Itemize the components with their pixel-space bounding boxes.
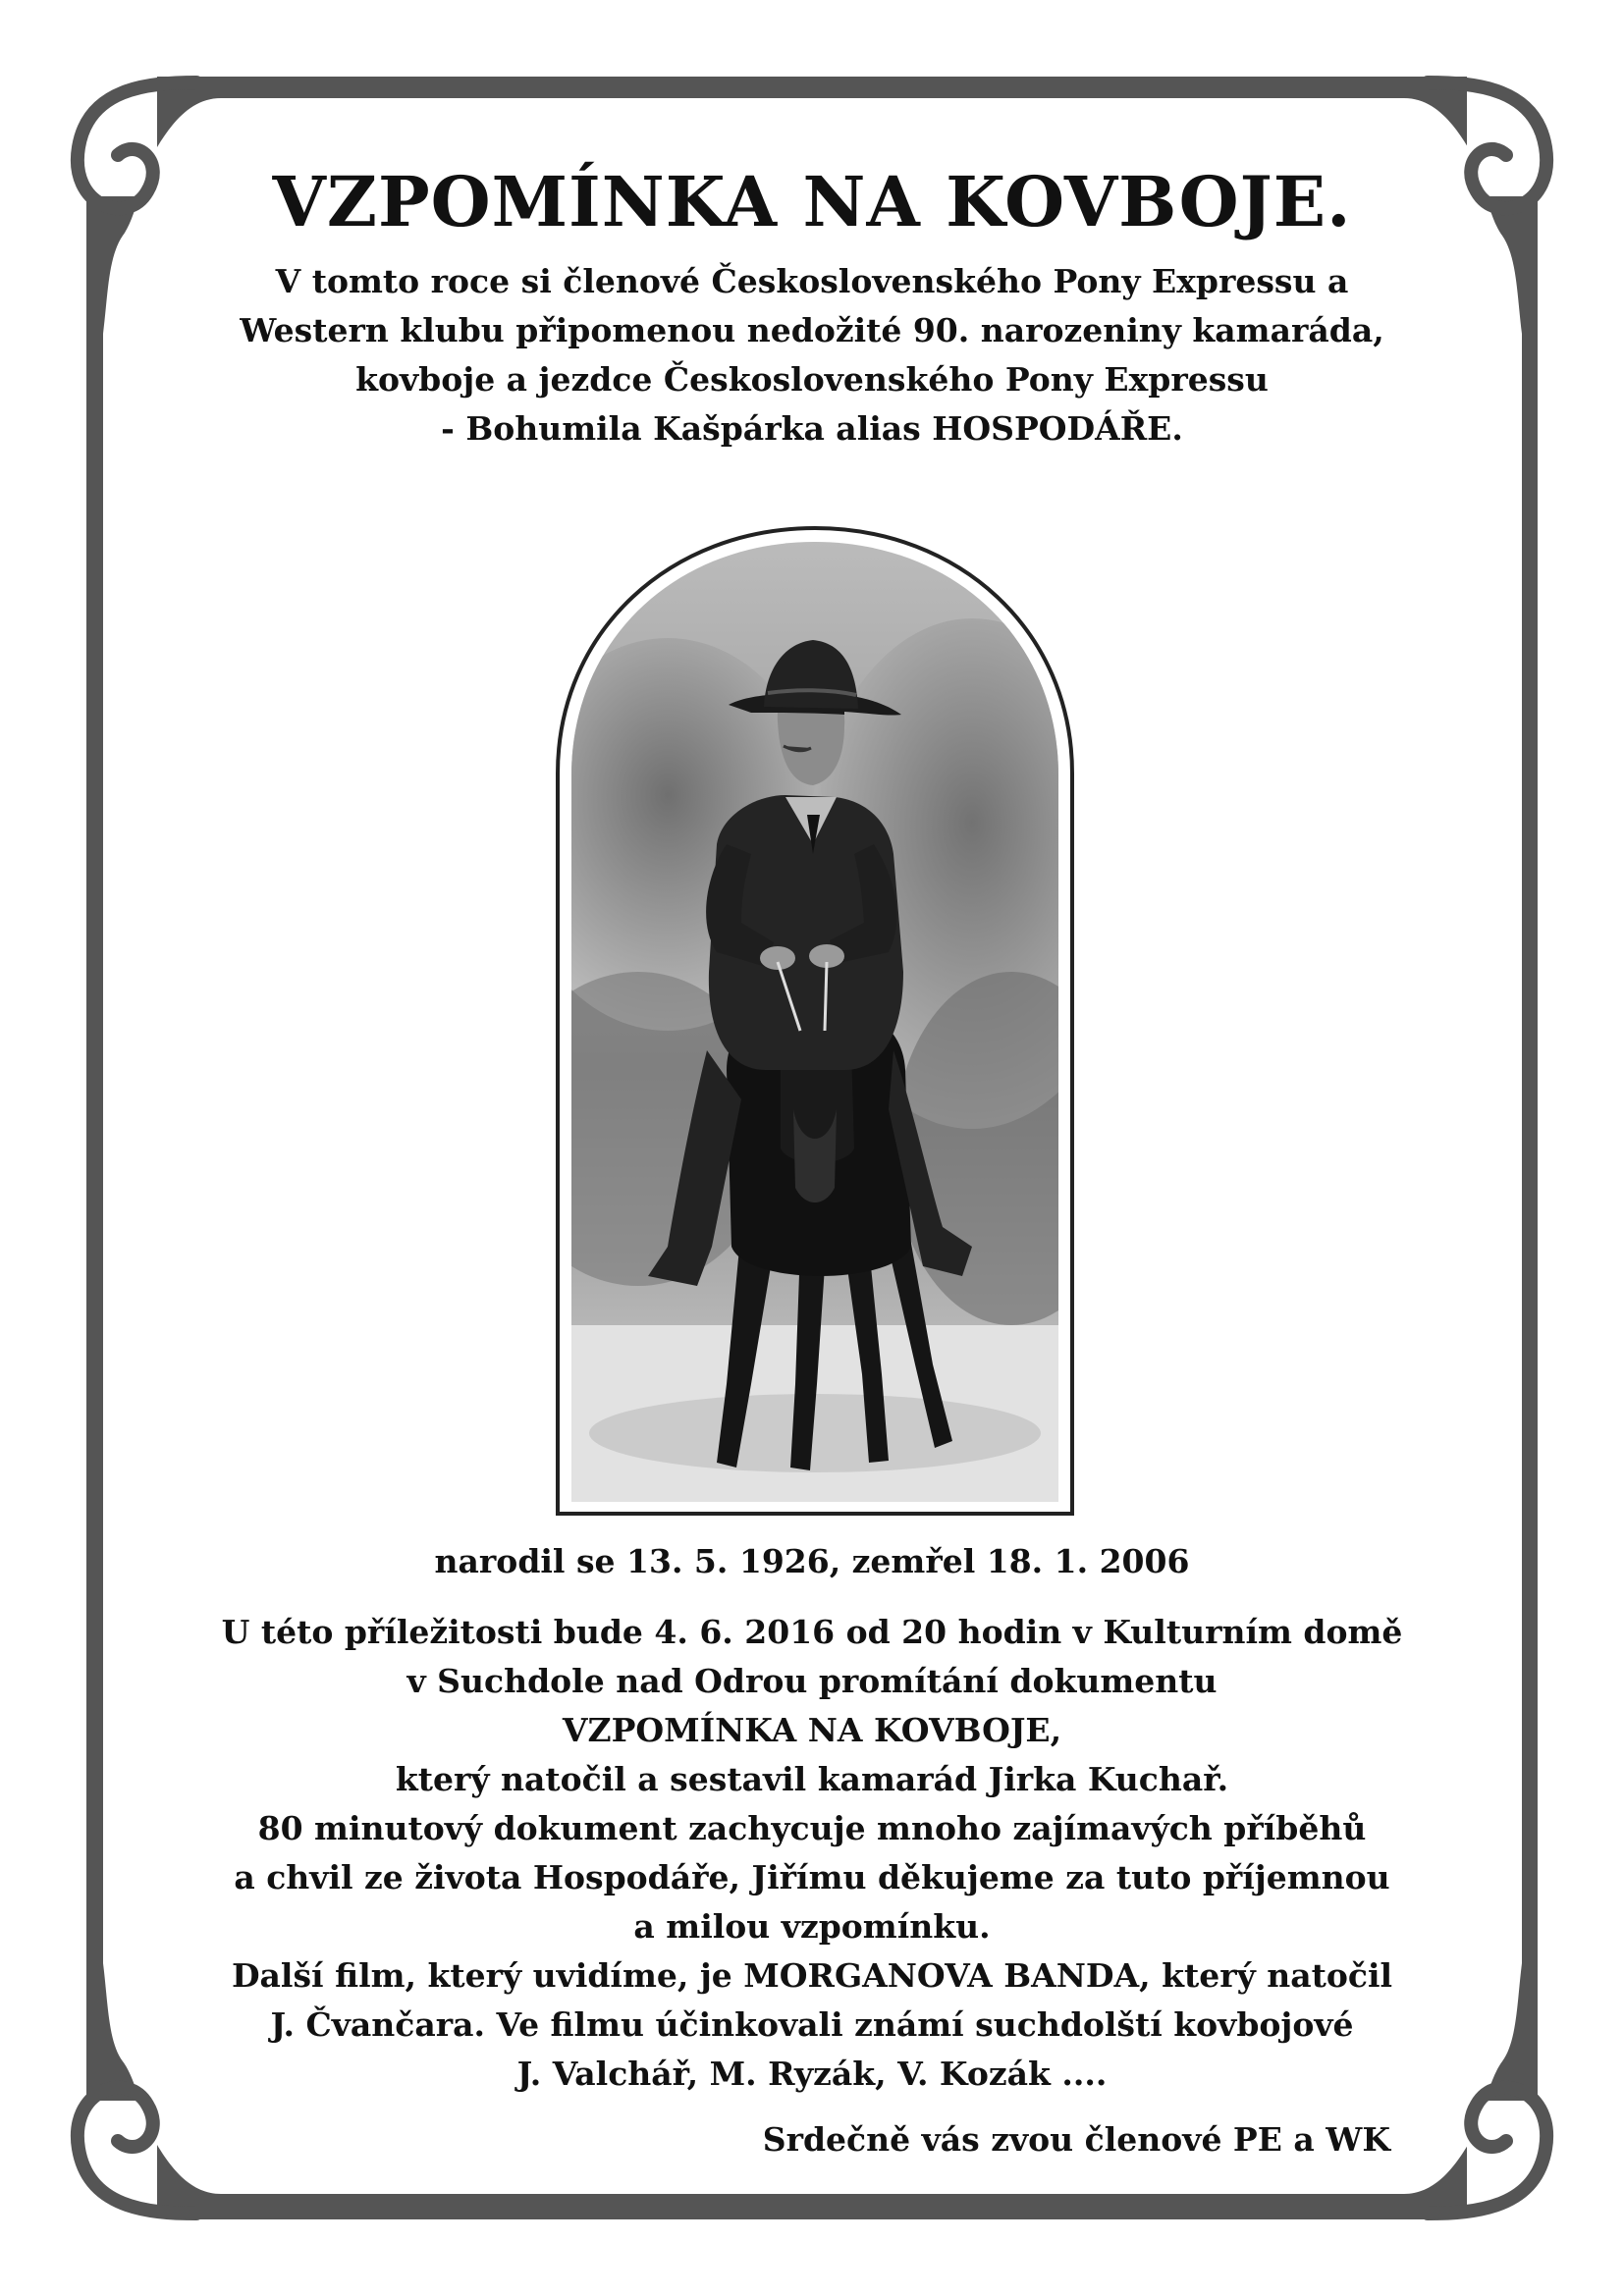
event-line: 80 minutový dokument zachycuje mnoho zajímavých příběhů (257, 1809, 1367, 1847)
intro-line: Western klubu připomenou nedožité 90. narozeniny kamaráda, (240, 311, 1384, 349)
birth-death-dates: narodil se 13. 5. 1926, zemřel 18. 1. 2006 (434, 1542, 1190, 1580)
closing-invitation: Srdečně vás zvou členové PE a WK (762, 2120, 1390, 2159)
event-line: J. Valchář, M. Ryzák, V. Kozák .... (516, 2055, 1108, 2093)
poster-title: VZPOMÍNKA NA KOVBOJE. (272, 161, 1352, 242)
event-line: který natočil a sestavil kamarád Jirka Kuchař. (395, 1760, 1229, 1798)
event-line: U této příležitosti bude 4. 6. 2016 od 20 hodin v Kulturním domě (221, 1613, 1403, 1651)
event-line: VZPOMÍNKA NA KOVBOJE, (562, 1711, 1062, 1749)
intro-paragraph (177, 257, 1447, 454)
intro-line: - Bohumila Kašpárka alias HOSPODÁŘE. (441, 409, 1183, 448)
event-line: J. Čvančara. Ve filmu účinkovali známí suchdolští kovbojové (270, 2005, 1354, 2044)
event-line: a milou vzpomínku. (633, 1907, 991, 1946)
event-line: v Suchdole nad Odrou promítání dokumentu (406, 1662, 1218, 1700)
intro-line: kovboje a jezdce Československého Pony Expressu (355, 360, 1269, 399)
event-paragraph (177, 1608, 1447, 2099)
event-line: a chvil ze života Hospodáře, Jiřímu děkujeme za tuto příjemnou (234, 1858, 1390, 1896)
cowboy-on-horse-photo (550, 520, 1080, 1522)
event-line: Další film, který uvidíme, je MORGANOVA BANDA, který natočil (231, 1956, 1393, 1995)
intro-line: V tomto roce si členové Československého Pony Expressu a (275, 262, 1349, 300)
